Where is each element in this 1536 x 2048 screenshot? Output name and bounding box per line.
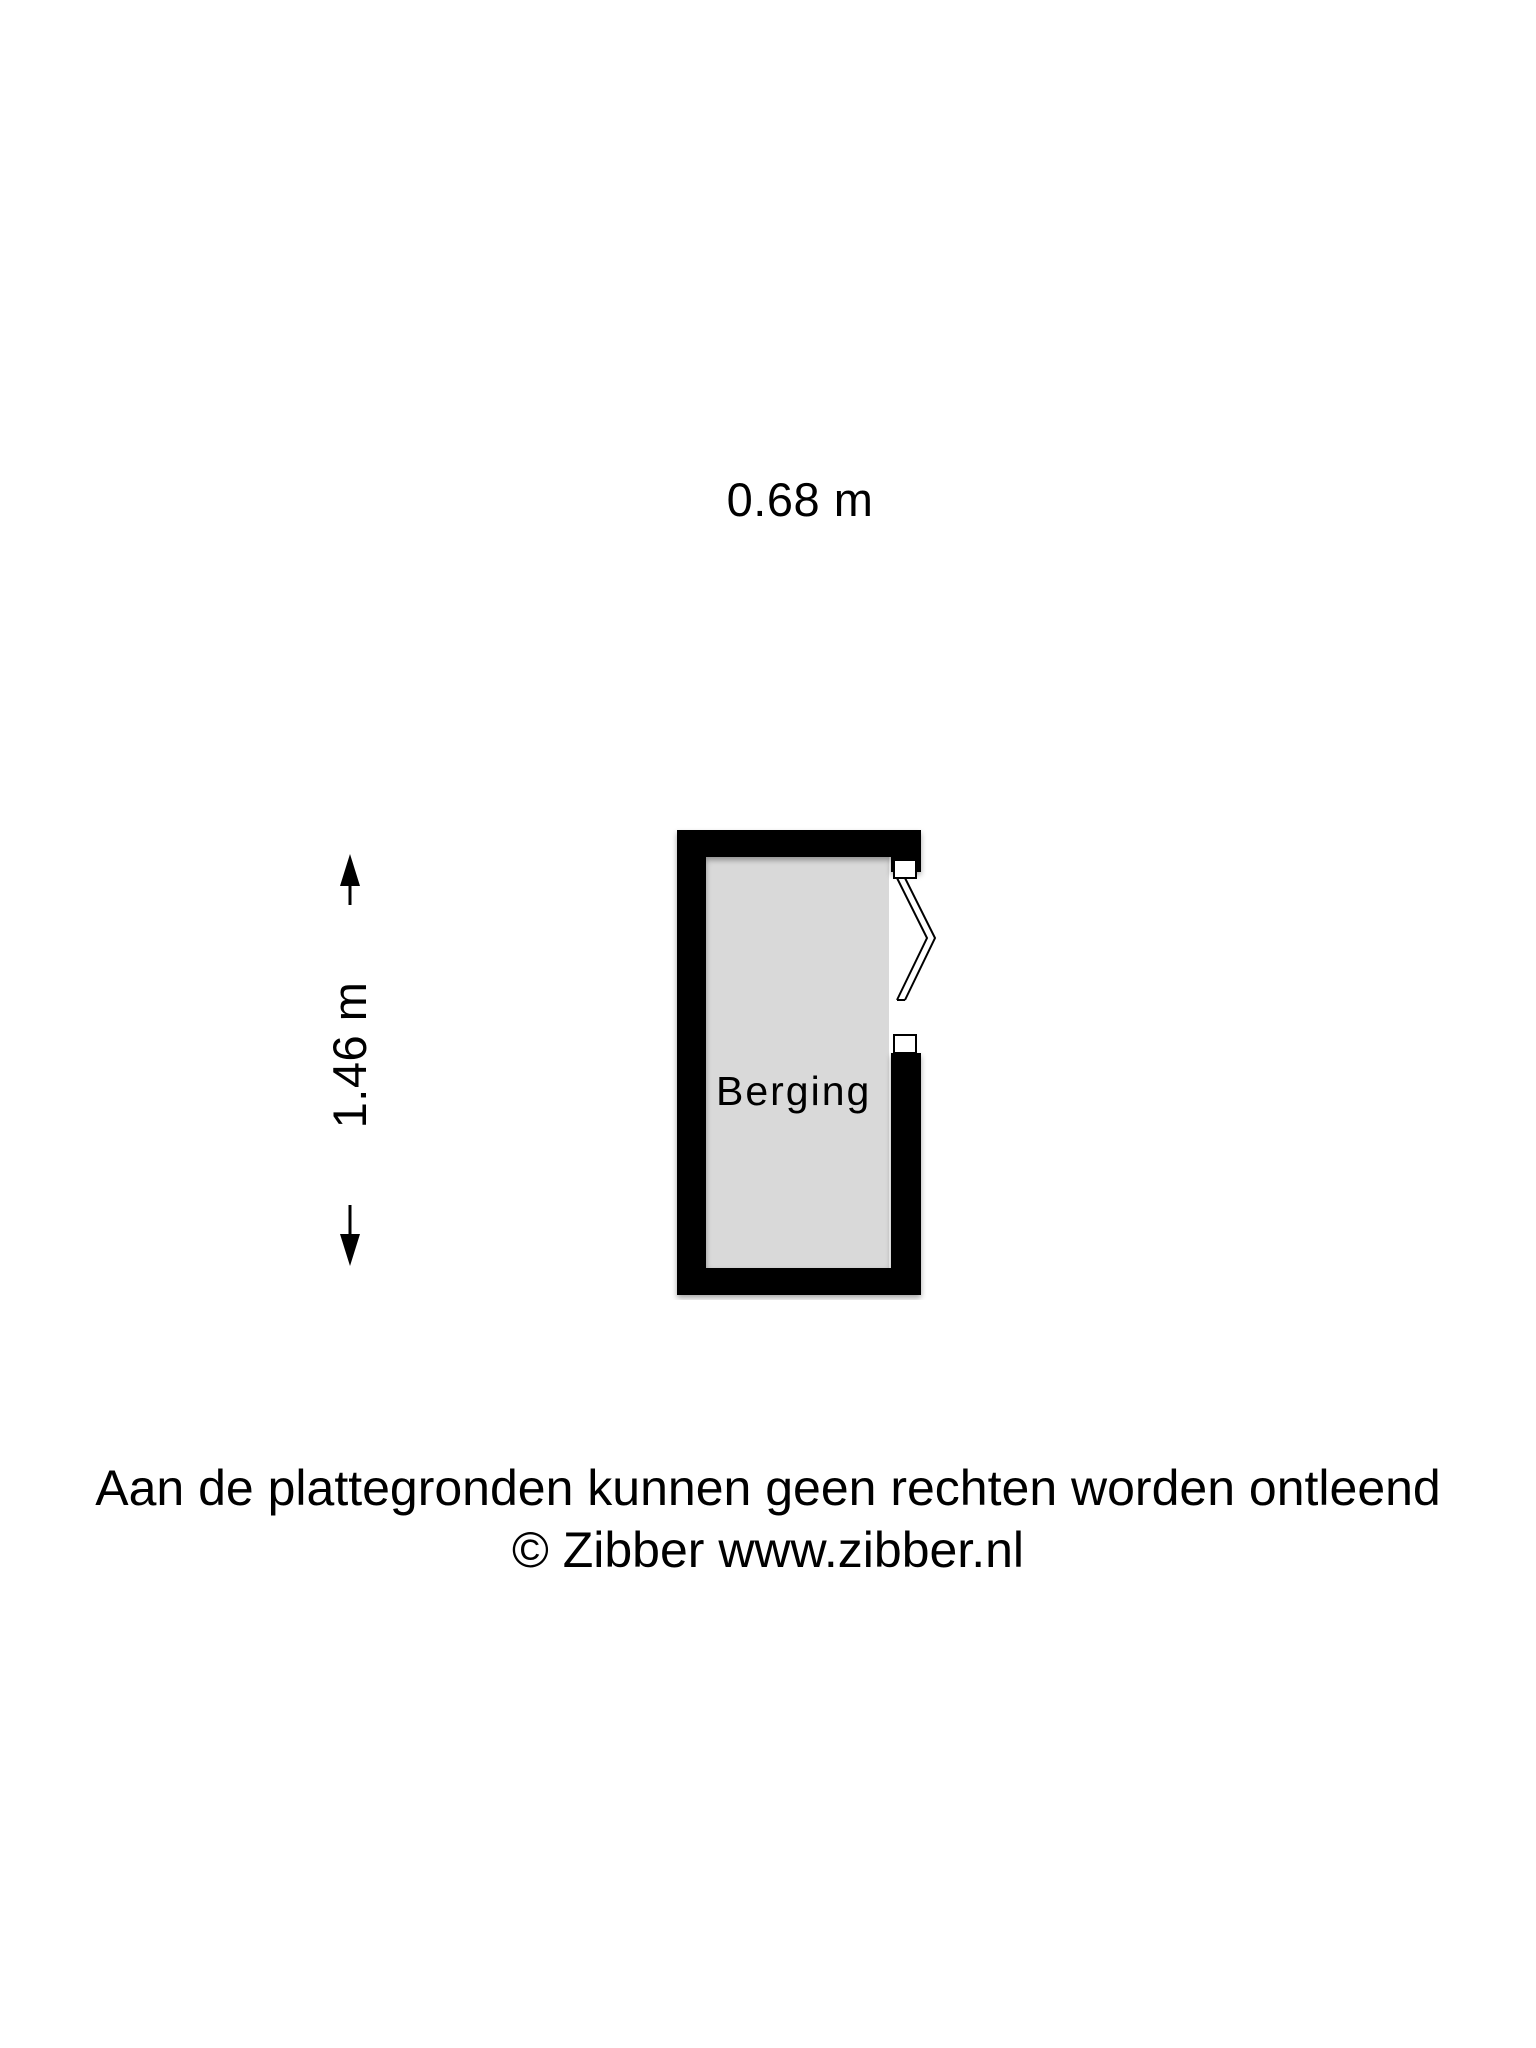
copyright-text: © Zibber www.zibber.nl — [511, 1522, 1025, 1578]
room-label-berging: Berging — [716, 1068, 872, 1114]
window-element — [894, 860, 935, 1053]
floorplan-berging — [665, 820, 965, 1300]
width-dimension-label: 0.68 m — [726, 473, 874, 526]
disclaimer-text: Aan de plattegronden kunnen geen rechten worden ontleend — [95, 1460, 1441, 1516]
height-dimension-label: 1.46 m — [322, 905, 378, 1205]
